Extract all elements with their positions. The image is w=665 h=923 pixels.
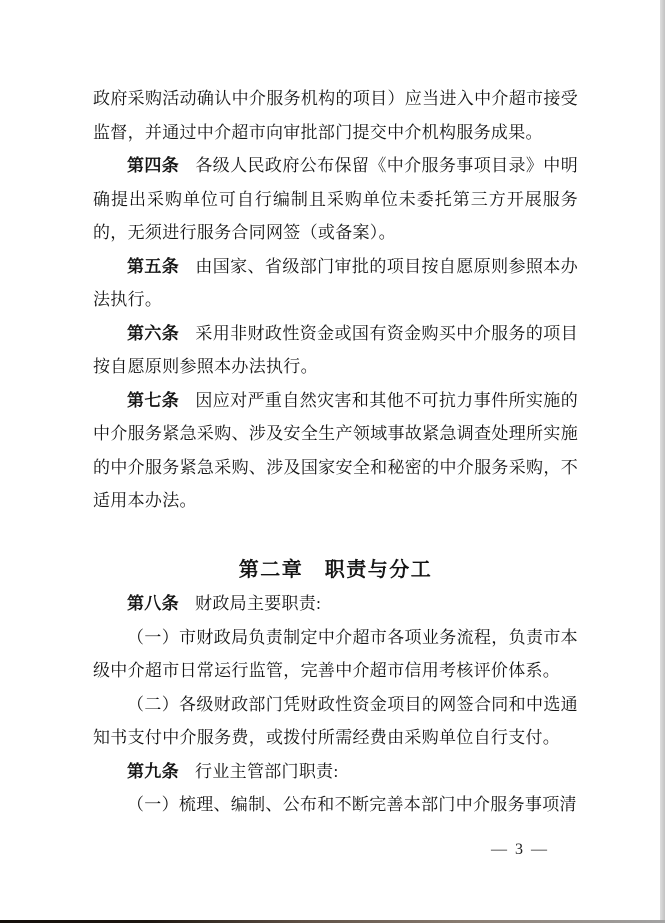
paragraph-item-1b [93,788,578,822]
paragraph-text: （一）梳理、编制、公布和不断完善本部门中介服务事项清 [127,795,577,814]
article-number: 第五条 [127,256,180,276]
paragraph-article-4 [93,149,578,250]
paragraph-article-9 [93,755,578,789]
article-number: 第八条 [127,594,179,613]
paragraph-item-1 [93,621,578,688]
paragraph-article-5 [93,250,578,317]
paragraph-text: 因应对严重自然灾害和其他不可抗力事件所实施的中介服务紧急采购、涉及安全生产领域事故紧急调查处理所实施的中介服务紧急采购、涉及国家安全和秘密的中介服务采购，不适用本办法。 [93,390,578,510]
paragraph-text: 行业主管部门职责: [195,761,339,781]
page-number: — 3 — [491,841,549,858]
article-number: 第七条 [127,390,180,410]
paragraph-text: 各级人民政府公布保留《中介服务事项目录》中明确提出采购单位可自行编制且采购单位未委托第三方开展服务的，无须进行服务合同网签（或备案）。 [93,156,578,242]
article-number: 第九条 [127,761,179,781]
paragraph-text: 采用非财政性资金或国有资金购买中介服务的项目按自愿原则参照本办法执行。 [93,323,578,376]
chapter-heading: 第二章 职责与分工 [238,558,433,581]
paragraph-text: （一）市财政局负责制定中介超市各项业务流程，负责市本级中介超市日常运行监管，完善中介超市信用考核评价体系。 [93,627,578,680]
paragraph-text: （二）各级财政部门凭财政性资金项目的网签合同和中选通知书支付中介服务费，或拨付所需经费由采购单位自行支付。 [93,694,578,747]
paragraph-text: 政府采购活动确认中介服务机构的项目）应当进入中介超市接受监督，并通过中介超市向审批部门提交中介机构服务成果。 [93,89,578,142]
paragraph-continuation [93,82,578,149]
paragraph-article-8 [93,587,578,621]
document-content [93,82,578,822]
article-number: 第六条 [127,323,180,343]
paragraph-item-2 [93,688,578,755]
paragraph-text: 财政局主要职责: [195,594,322,613]
paragraph-text: 由国家、省级部门审批的项目按自愿原则参照本办法执行。 [93,256,578,309]
scan-edge-right [660,0,665,923]
paragraph-article-7 [93,384,578,518]
article-number: 第四条 [127,156,180,175]
paragraph-article-6 [93,317,578,384]
